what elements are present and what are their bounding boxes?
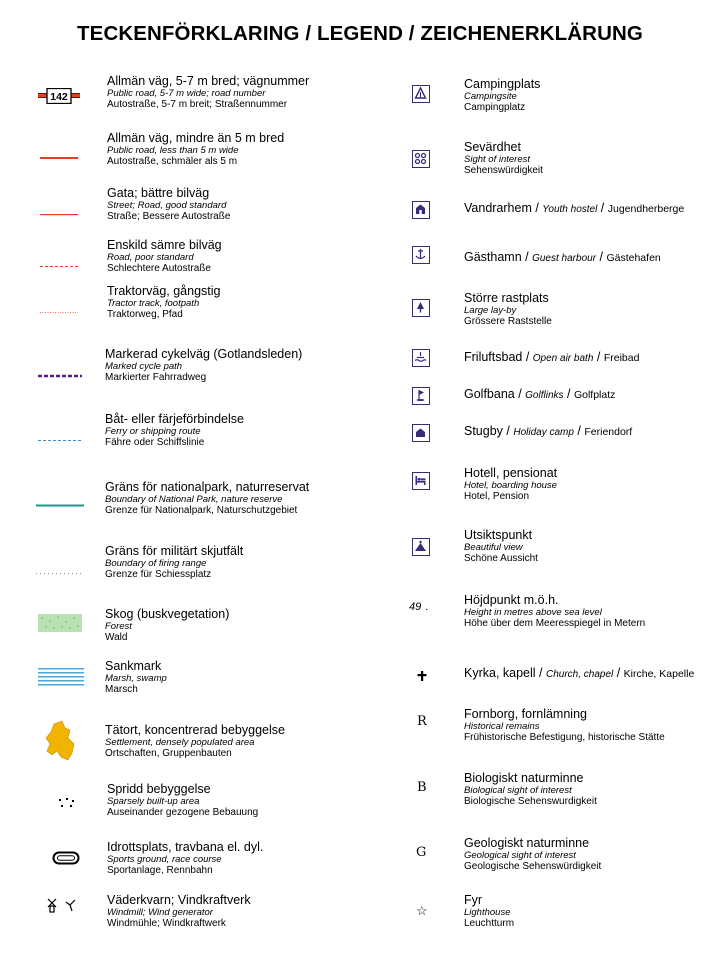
legend-label-de: Marsch bbox=[105, 684, 138, 695]
legend-label-sv: Höjdpunkt m.ö.h. bbox=[464, 593, 559, 607]
legend-label-sv: Spridd bebyggelse bbox=[107, 782, 211, 796]
ancient-monument-icon bbox=[417, 714, 427, 729]
legend-title: TECKENFÖRKLARING / LEGEND / ZEICHENERKLÄRUNG bbox=[77, 22, 643, 45]
legend-label-en: Campingsite bbox=[464, 91, 517, 102]
settlement-icon bbox=[44, 720, 78, 767]
lay-by-icon bbox=[412, 299, 430, 317]
geological-site-letter: G bbox=[416, 845, 427, 860]
legend-label-en: Public road, 5-7 m wide; road number bbox=[107, 88, 266, 99]
legend-label-de: Markierter Fahrradweg bbox=[105, 372, 207, 383]
legend-label-en: Ferry or shipping route bbox=[105, 426, 201, 437]
youth-hostel-icon bbox=[412, 201, 430, 219]
sight-icon bbox=[412, 150, 430, 168]
legend-label-de: Freibad bbox=[603, 352, 640, 364]
legend-label-en: Sparsely built-up area bbox=[107, 796, 200, 807]
legend-label-de: Schlechtere Autostraße bbox=[107, 263, 211, 274]
legend-label-sv: Gräns för militärt skjutfält bbox=[105, 544, 244, 558]
legend-label-en: Lighthouse bbox=[464, 907, 511, 918]
legend-label-de: Höhe über dem Meeresspiegel in Metern bbox=[464, 618, 646, 629]
spot-height-icon: 49 . bbox=[409, 601, 429, 613]
legend-label-de: Autostraße, 5-7 m breit; Straßennummer bbox=[107, 99, 288, 110]
legend-label-de: Schöne Aussicht bbox=[464, 553, 538, 564]
legend-label-sv: Vandrarhem bbox=[464, 201, 532, 215]
firing-range-boundary-icon bbox=[36, 562, 84, 580]
legend-label-sv: Idrottsplats, travbana el. dyl. bbox=[107, 840, 264, 854]
biological-site-letter: B bbox=[417, 780, 427, 795]
legend-label-sv: Allmän väg, mindre än 5 m bred bbox=[107, 131, 285, 145]
legend-label-de: Gästehafen bbox=[606, 252, 661, 264]
legend-label-sv: Friluftsbad bbox=[464, 350, 523, 364]
scattered-buildings-icon bbox=[58, 795, 76, 813]
legend-label-sv: Campingplats bbox=[464, 77, 541, 91]
legend-label-de: Straße; Bessere Autostraße bbox=[107, 211, 231, 222]
legend-label-en: Holiday camp bbox=[513, 427, 574, 438]
legend-label-en: Windmill; Wind generator bbox=[107, 907, 213, 918]
legend-label-en: Height in metres above sea level bbox=[464, 607, 602, 618]
legend-label-de: Autostraße, schmäler als 5 m bbox=[107, 156, 238, 167]
legend-label-de: Grenze für Schiessplatz bbox=[105, 569, 212, 580]
legend-label-en: Golflinks bbox=[525, 390, 564, 401]
legend-label-de: Hotel, Pension bbox=[464, 491, 530, 502]
legend-label-de: Jugendherberge bbox=[607, 203, 685, 215]
legend-label-sv: Enskild sämre bilväg bbox=[107, 238, 222, 252]
legend-label-sv: Gräns för nationalpark, naturreservat bbox=[105, 480, 310, 494]
legend-label-de: Windmühle; Windkraftwerk bbox=[107, 918, 226, 929]
legend-label-de: Fähre oder Schiffslinie bbox=[105, 437, 205, 448]
legend-label-de: Campingplatz bbox=[464, 102, 526, 113]
legend-label-en: Boundary of National Park, nature reserve bbox=[105, 494, 283, 505]
legend-label-en: Geological sight of interest bbox=[464, 850, 576, 861]
viewpoint-icon bbox=[412, 538, 430, 556]
legend-label-sv: Kyrka, kapell bbox=[464, 666, 536, 680]
windmill-icon bbox=[46, 897, 80, 920]
legend-label-de: Feriendorf bbox=[584, 426, 633, 438]
legend-label-en: Public road, less than 5 m wide bbox=[107, 145, 239, 156]
marsh-icon bbox=[38, 667, 84, 692]
legend-label-sv: Sevärdhet bbox=[464, 140, 521, 154]
legend-label-en: Marked cycle path bbox=[105, 361, 183, 372]
legend-label-de: Kirche, Kapelle bbox=[623, 668, 695, 680]
legend-label-sv: Stugby bbox=[464, 424, 503, 438]
public-road-narrow-icon bbox=[40, 147, 78, 165]
legend-label-en: Sight of interest bbox=[464, 154, 531, 165]
legend-label-sv: Hotell, pensionat bbox=[464, 466, 558, 480]
legend-label-sv: Gata; bättre bilväg bbox=[107, 186, 210, 200]
legend-label-sv: Geologiskt naturminne bbox=[464, 836, 590, 850]
legend-label-de: Golfplatz bbox=[573, 389, 616, 401]
legend-label-sv: Fornborg, fornlämning bbox=[464, 707, 587, 721]
legend-label-de: Ortschaften, Gruppenbauten bbox=[105, 748, 232, 759]
lighthouse-symbol: ☆ bbox=[416, 903, 428, 918]
legend-label-sv: Gästhamn bbox=[464, 250, 522, 264]
legend-label-en: Large lay-by bbox=[464, 305, 517, 316]
legend-label-en: Street; Road, good standard bbox=[107, 200, 227, 211]
legend-label-sv: Golfbana bbox=[464, 387, 515, 401]
legend-label-sv: Traktorväg, gångstig bbox=[107, 284, 221, 298]
church-icon bbox=[416, 669, 428, 687]
legend-label-sv: Biologiskt naturminne bbox=[464, 771, 584, 785]
legend-label-sv: Skog (buskvegetation) bbox=[105, 607, 230, 621]
legend-label-en: Forest bbox=[105, 621, 132, 632]
ferry-route-icon bbox=[38, 429, 82, 447]
lighthouse-icon bbox=[416, 903, 428, 919]
legend-label-en: Open air bath bbox=[532, 353, 594, 364]
legend-label-de: Wald bbox=[105, 632, 128, 643]
campsite-icon bbox=[412, 85, 430, 103]
legend-label-sv: Tätort, koncentrerad bebyggelse bbox=[105, 723, 285, 737]
legend-label-en: Hotel, boarding house bbox=[464, 480, 557, 491]
open-air-bath-icon bbox=[412, 349, 430, 367]
poor-road-icon bbox=[40, 255, 78, 273]
spot-height-value: 49 bbox=[409, 601, 422, 613]
hotel-icon bbox=[412, 472, 430, 490]
cycle-path-icon bbox=[38, 365, 82, 383]
legend-label-de: Frühistorische Befestigung, historische Stätte bbox=[464, 732, 665, 743]
legend-label-en: Settlement, densely populated area bbox=[105, 737, 255, 748]
street-icon bbox=[40, 203, 78, 221]
legend-label-de: Grössere Raststelle bbox=[464, 316, 552, 327]
legend-label-en: Boundary of firing range bbox=[105, 558, 207, 569]
holiday-camp-icon bbox=[412, 424, 430, 442]
forest-icon bbox=[38, 614, 82, 637]
legend-label-de: Geologische Sehenswürdigkeit bbox=[464, 861, 602, 872]
legend-label-de: Biologische Sehenswurdigkeit bbox=[464, 796, 597, 807]
legend-label-sv: Båt- eller färjeförbindelse bbox=[105, 412, 244, 426]
legend-label-de: Grenze für Nationalpark, Naturschutzgebiet bbox=[105, 505, 298, 516]
legend-label-en: Church, chapel bbox=[545, 669, 614, 680]
legend-label-sv: Sankmark bbox=[105, 659, 162, 673]
legend-label-sv: Väderkvarn; Vindkraftverk bbox=[107, 893, 251, 907]
legend-label-sv: Allmän väg, 5-7 m bred; vägnummer bbox=[107, 74, 310, 88]
legend-label-en: Youth hostel bbox=[542, 204, 598, 215]
legend-label-en: Biological sight of interest bbox=[464, 785, 572, 796]
legend-label-sv: Fyr bbox=[464, 893, 483, 907]
biological-site-icon bbox=[417, 780, 427, 795]
legend-label-en: Historical remains bbox=[464, 721, 540, 732]
legend-label-sv: Markerad cykelväg (Gotlandsleden) bbox=[105, 347, 303, 361]
geological-site-icon bbox=[416, 845, 426, 860]
road-number-badge: 142 bbox=[50, 91, 68, 103]
road-number-icon bbox=[38, 88, 80, 109]
legend-label-de: Sehenswürdigkeit bbox=[464, 165, 543, 176]
legend-label-en: Road, poor standard bbox=[107, 252, 194, 263]
legend-label-en: Guest harbour bbox=[532, 253, 597, 264]
ancient-monument-letter: R bbox=[417, 714, 427, 729]
legend-label-en: Marsh, swamp bbox=[105, 673, 167, 684]
legend-label-en: Sports ground, race course bbox=[107, 854, 222, 865]
sports-ground-icon bbox=[52, 851, 80, 870]
legend-label-en: Tractor track, footpath bbox=[107, 298, 200, 309]
legend-label-de: Traktorweg, Pfad bbox=[107, 309, 183, 320]
legend-label-en: Beautiful view bbox=[464, 542, 523, 553]
legend-label-de: Sportanlage, Rennbahn bbox=[107, 865, 213, 876]
legend-label-de: Leuchtturm bbox=[464, 918, 515, 929]
tractor-track-icon bbox=[40, 301, 78, 319]
legend-label-sv: Större rastplats bbox=[464, 291, 549, 305]
national-park-boundary-icon bbox=[36, 494, 84, 512]
legend-label-de: Auseinander gezogene Bebauung bbox=[107, 807, 259, 818]
legend-label-sv: Utsiktspunkt bbox=[464, 528, 533, 542]
guest-harbour-icon bbox=[412, 246, 430, 264]
golf-icon bbox=[412, 387, 430, 405]
